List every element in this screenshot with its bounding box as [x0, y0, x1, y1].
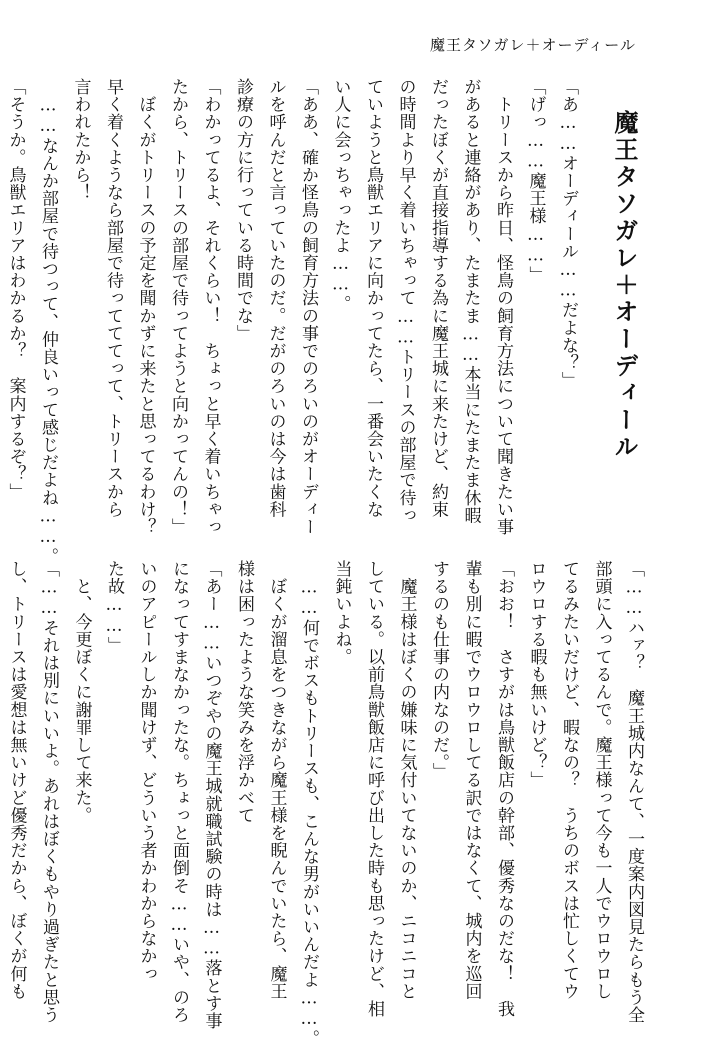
text-line: いのアピールしか聞けず、どういう者かわからなかっ — [136, 560, 157, 983]
text-line: ぼくがトリースの予定を聞かずに来たと思ってるわけ？ — [135, 78, 156, 536]
text-line: 「わかってるよ、それくらい！ ちょっと早く着いちゃっ — [200, 78, 221, 536]
text-line: 診療の方に行っている時間でな」 — [233, 78, 253, 342]
text-line: ……何でボスもトリースも、こんな男がいいんだよ……。 — [299, 560, 319, 1047]
text-line: 早く着くようなら部屋で待ってててって、トリースから — [103, 78, 123, 518]
text-line: 様は困ったような笑みを浮かべて — [234, 560, 254, 824]
text-line: 輩も別に暇でウロウロしてる訳ではなくて、城内を巡回 — [461, 560, 482, 1000]
text-line: 「……それは別にいいよ。あれはぼくもやり過ぎたと思う — [39, 560, 59, 1024]
text-line: 魔王様はぼくの嫌味に気付いてないのか、ニコニコと — [396, 560, 417, 1000]
text-line: 「……ハァ？ 魔王城内なんて、一度案内図見たらもう全 — [624, 560, 644, 1024]
upper-text-block — [5, 78, 584, 566]
running-header: 魔王タソガレ＋オーディール — [429, 36, 636, 54]
text-line: 「そうか。鳥獣エリアはわかるか？ 案内するぞ？」 — [5, 78, 26, 501]
text-line: い人に会っちゃったよ……。 — [330, 78, 351, 313]
lower-text-block — [6, 560, 650, 1047]
text-line: があると連絡があり、たまたま……本当にたまたま休暇 — [460, 78, 481, 524]
text-line: 「おお！ さすがは鳥獣飯店の幹部、優秀なのだな！ 我 — [494, 560, 514, 1018]
text-line: 部頭に入ってるんで。魔王様って今も一人でウロウロし — [591, 560, 612, 1000]
text-line: 「げっ……魔王様……」 — [525, 78, 546, 284]
text-line: と、今更ぼくに謝罪して来た。 — [71, 560, 92, 824]
text-line: ぼくが溜息をつきながら魔王様を睨んでいたら、魔王 — [266, 560, 287, 1000]
text-line: 「あ……オーディール……だよな？」 — [558, 78, 578, 390]
text-line: ルを呼んだと言っていたのだ。だがのろいのは今は歯科 — [265, 78, 286, 518]
text-line: トリースから昨日、怪鳥の飼育方法について聞きたい事 — [493, 78, 513, 536]
text-line: てるみたいだけど、暇なの？ うちのボスは忙しくてウ — [559, 560, 579, 1000]
text-line: するのも仕事の内なのだ。」 — [429, 560, 449, 781]
chapter-title: 魔王タソガレ＋オーディール — [610, 110, 638, 461]
text-line: 言われたから！ — [70, 78, 91, 202]
text-line: ていようと鳥獣エリアに向かってたら、一番会いたくな — [363, 78, 383, 518]
text-line: の時間より早く着いちゃって……トリースの部屋で待っ — [395, 78, 416, 524]
text-line: た故……」 — [104, 560, 124, 654]
text-line: たから、トリースの部屋で待ってようと向かってんの！」 — [168, 78, 188, 536]
text-line: になってすまなかったな。ちょっと面倒そ……いや、のろ — [169, 560, 189, 1024]
text-line: だったぼくが直接指導する為に魔王城に来たけど、約束 — [428, 78, 448, 518]
text-line: ロウロする暇も無いけど？」 — [526, 560, 547, 789]
text-line: 「あー……いつぞやの魔王城就職試験の時は……落とす事 — [201, 560, 222, 1030]
text-line: 当鈍いよね。 — [331, 560, 352, 666]
text-line: ……なんか部屋で待つって、仲良いって感じだよね……。 — [38, 78, 58, 566]
text-line: 「ああ、確か怪鳥の飼育方法の事でのろいのがオーディー — [298, 78, 318, 536]
text-line: している。以前鳥獣飯店に呼び出した時も思ったけど、相 — [364, 560, 384, 1018]
text-line: し、トリースは愛想は無いけど優秀だから、ぼくが何も — [6, 560, 27, 1000]
